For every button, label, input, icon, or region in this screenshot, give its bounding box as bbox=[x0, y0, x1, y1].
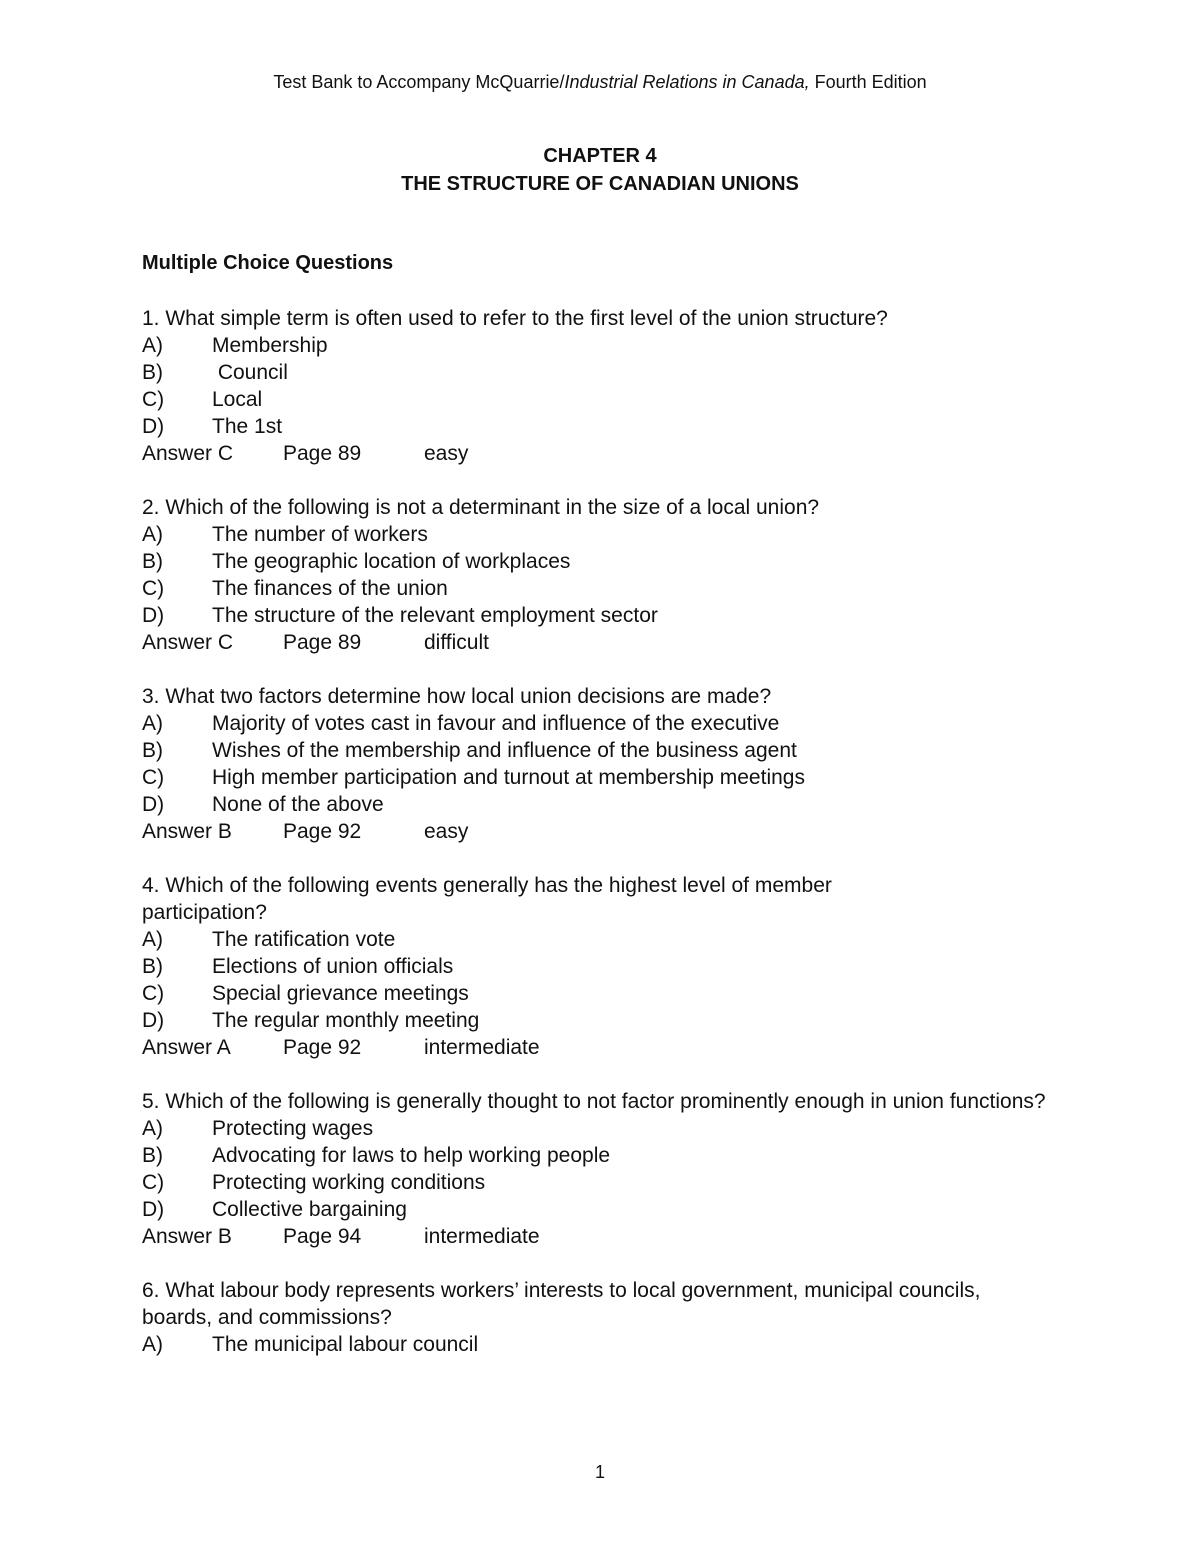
option-c bbox=[142, 980, 1062, 1007]
answer-difficulty: easy bbox=[424, 442, 469, 465]
option-letter: C) bbox=[142, 577, 165, 600]
option-letter: B) bbox=[142, 739, 163, 762]
option-text: Collective bargaining bbox=[212, 1198, 407, 1221]
option-text: High member participation and turnout at membership meetings bbox=[212, 766, 805, 789]
option-a bbox=[142, 521, 1062, 548]
answer-line bbox=[142, 1223, 1062, 1250]
option-text: The 1st bbox=[212, 415, 283, 438]
option-text: Special grievance meetings bbox=[212, 982, 469, 1005]
question-text: 5. Which of the following is generally thought to not factor prominently enough in union functions? bbox=[142, 1090, 1046, 1113]
answer-key: Answer C bbox=[142, 442, 234, 465]
chapter-heading bbox=[0, 142, 1200, 198]
answer-key: Answer B bbox=[142, 1225, 232, 1248]
question-text: 4. Which of the following events generally has the highest level of member participation? bbox=[142, 874, 832, 924]
option-c bbox=[142, 764, 1062, 791]
section-heading: Multiple Choice Questions bbox=[142, 252, 394, 274]
option-letter: B) bbox=[142, 955, 163, 978]
question-4 bbox=[142, 872, 1062, 1061]
option-a bbox=[142, 926, 1062, 953]
answer-key: Answer A bbox=[142, 1036, 231, 1059]
question-text: 2. Which of the following is not a determinant in the size of a local union? bbox=[142, 496, 820, 519]
header-book-title: Industrial Relations in Canada, bbox=[564, 72, 810, 92]
option-letter: C) bbox=[142, 982, 165, 1005]
option-text: Elections of union officials bbox=[212, 955, 454, 978]
option-letter: C) bbox=[142, 388, 165, 411]
option-text: Advocating for laws to help working people bbox=[212, 1144, 611, 1167]
option-c bbox=[142, 1169, 1062, 1196]
question-5 bbox=[142, 1088, 1062, 1250]
answer-page: Page 92 bbox=[283, 1036, 362, 1059]
answer-key: Answer B bbox=[142, 820, 232, 843]
option-text: Majority of votes cast in favour and influence of the executive bbox=[212, 712, 780, 735]
page-number: 1 bbox=[594, 1462, 605, 1482]
answer-page: Page 94 bbox=[283, 1225, 362, 1248]
option-b bbox=[142, 548, 1062, 575]
option-letter: D) bbox=[142, 604, 165, 627]
option-c bbox=[142, 386, 1062, 413]
question-content bbox=[142, 250, 1062, 1385]
answer-line bbox=[142, 629, 1062, 656]
option-d bbox=[142, 413, 1062, 440]
question-3 bbox=[142, 683, 1062, 845]
option-a bbox=[142, 1115, 1062, 1142]
option-text: The number of workers bbox=[212, 523, 428, 546]
answer-difficulty: intermediate bbox=[424, 1225, 540, 1248]
answer-line bbox=[142, 818, 1062, 845]
question-2 bbox=[142, 494, 1062, 656]
option-b bbox=[142, 953, 1062, 980]
chapter-number: CHAPTER 4 bbox=[543, 145, 657, 167]
question-1 bbox=[142, 305, 1062, 467]
option-text: The structure of the relevant employment sector bbox=[212, 604, 658, 627]
option-text: The finances of the union bbox=[212, 577, 448, 600]
answer-line bbox=[142, 1034, 1062, 1061]
option-d bbox=[142, 1007, 1062, 1034]
option-letter: A) bbox=[142, 1333, 163, 1356]
answer-difficulty: difficult bbox=[424, 631, 489, 654]
option-letter: A) bbox=[142, 334, 163, 357]
option-text: Wishes of the membership and influence of the business agent bbox=[212, 739, 797, 762]
answer-difficulty: easy bbox=[424, 820, 469, 843]
question-text: 1. What simple term is often used to refer to the first level of the union structure? bbox=[142, 307, 888, 330]
question-6 bbox=[142, 1277, 1062, 1358]
answer-page: Page 92 bbox=[283, 820, 362, 843]
option-text: Council bbox=[212, 361, 288, 384]
chapter-title: THE STRUCTURE OF CANADIAN UNIONS bbox=[401, 173, 799, 195]
question-text: 6. What labour body represents workers’ interests to local government, municipal councils, boards, and commissions? bbox=[142, 1279, 981, 1329]
option-text: Local bbox=[212, 388, 263, 411]
option-d bbox=[142, 602, 1062, 629]
option-letter: A) bbox=[142, 712, 163, 735]
answer-difficulty: intermediate bbox=[424, 1036, 540, 1059]
option-b bbox=[142, 359, 1062, 386]
option-text: Protecting wages bbox=[212, 1117, 374, 1140]
option-b bbox=[142, 737, 1062, 764]
option-letter: D) bbox=[142, 415, 165, 438]
option-b bbox=[142, 1142, 1062, 1169]
question-text: 3. What two factors determine how local union decisions are made? bbox=[142, 685, 772, 708]
option-a bbox=[142, 1331, 1062, 1358]
answer-page: Page 89 bbox=[283, 631, 362, 654]
option-letter: C) bbox=[142, 766, 165, 789]
option-letter: A) bbox=[142, 1117, 163, 1140]
option-text: The regular monthly meeting bbox=[212, 1009, 480, 1032]
option-text: The geographic location of workplaces bbox=[212, 550, 571, 573]
option-letter: A) bbox=[142, 523, 163, 546]
running-header bbox=[0, 70, 1200, 94]
option-text: Protecting working conditions bbox=[212, 1171, 486, 1194]
option-letter: C) bbox=[142, 1171, 165, 1194]
option-letter: B) bbox=[142, 1144, 163, 1167]
option-letter: D) bbox=[142, 1009, 165, 1032]
option-c bbox=[142, 575, 1062, 602]
header-suffix: Fourth Edition bbox=[809, 72, 927, 92]
option-letter: A) bbox=[142, 928, 163, 951]
option-d bbox=[142, 791, 1062, 818]
option-text: None of the above bbox=[212, 793, 384, 816]
header-prefix: Test Bank to Accompany McQuarrie/ bbox=[273, 72, 565, 92]
option-letter: B) bbox=[142, 361, 163, 384]
option-a bbox=[142, 710, 1062, 737]
option-text: The ratification vote bbox=[212, 928, 396, 951]
option-letter: D) bbox=[142, 793, 165, 816]
option-text: Membership bbox=[212, 334, 328, 357]
option-a bbox=[142, 332, 1062, 359]
option-d bbox=[142, 1196, 1062, 1223]
option-text: The municipal labour council bbox=[212, 1333, 479, 1356]
option-letter: D) bbox=[142, 1198, 165, 1221]
answer-key: Answer C bbox=[142, 631, 234, 654]
answer-page: Page 89 bbox=[283, 442, 362, 465]
option-letter: B) bbox=[142, 550, 163, 573]
answer-line bbox=[142, 440, 1062, 467]
